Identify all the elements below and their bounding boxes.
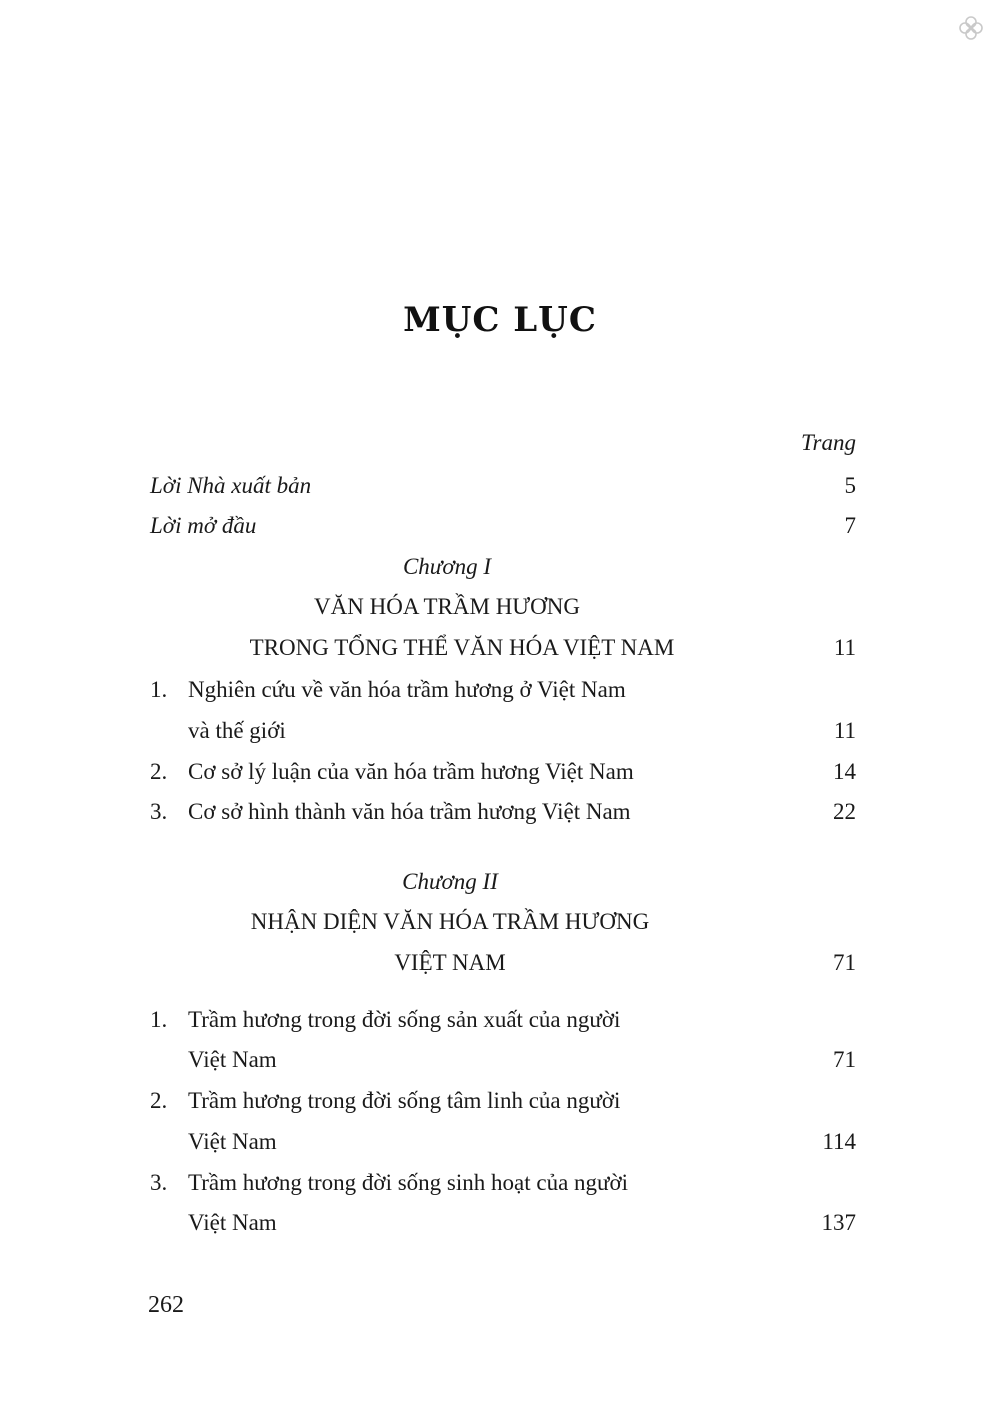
chapter1-item-1-line1[interactable]: Nghiên cứu về văn hóa trầm hương ở Việt Nam [188, 677, 626, 702]
page-title: MỤC LỤC [403, 300, 597, 340]
chapter2-item-number: 3. [150, 1170, 168, 1195]
chapter1-title-line2[interactable]: TRONG TỔNG THỂ VĂN HÓA VIỆT NAM [249, 635, 675, 660]
chapter2-title-line2[interactable]: VIỆT NAM [394, 950, 506, 975]
chapter2-item-2-line1[interactable]: Trầm hương trong đời sống tâm linh của người [188, 1088, 621, 1113]
chapter1-item-3-page: 22 [833, 799, 856, 824]
chapter2-item-number: 2. [150, 1088, 168, 1113]
chapter1-item-2-page: 14 [833, 759, 856, 784]
chapter2-item-1-line2[interactable]: Việt Nam [188, 1047, 277, 1072]
chapter1-item-number: 3. [150, 799, 168, 824]
chapter2-item-3-line2[interactable]: Việt Nam [188, 1210, 277, 1235]
toc-page-preface: 7 [844, 513, 856, 538]
chapter1-item-number: 1. [150, 677, 168, 702]
chapter2-item-2-line2[interactable]: Việt Nam [188, 1129, 277, 1154]
chapter2-item-1-page: 71 [833, 1047, 856, 1072]
toc-page-publisher-note: 5 [844, 473, 856, 498]
toc-entry-preface[interactable]: Lời mở đầu [150, 513, 257, 538]
chapter1-item-3[interactable]: Cơ sở hình thành văn hóa trầm hương Việt Nam [188, 799, 631, 824]
chapter1-item-1-line2[interactable]: và thế giới [188, 718, 286, 743]
chapter1-title-line1[interactable]: VĂN HÓA TRẦM HƯƠNG [314, 594, 580, 619]
chapter2-label: Chương II [402, 869, 498, 894]
chapter2-title-line1[interactable]: NHẬN DIỆN VĂN HÓA TRẦM HƯƠNG [250, 909, 650, 934]
page-number: 262 [148, 1292, 184, 1318]
chapter1-item-2[interactable]: Cơ sở lý luận của văn hóa trầm hương Việt Nam [188, 759, 634, 784]
flower-ornament-icon [957, 14, 985, 42]
chapter2-item-3-page: 137 [821, 1210, 856, 1235]
chapter2-page: 71 [833, 950, 856, 975]
toc-entry-publisher-note[interactable]: Lời Nhà xuất bản [150, 473, 312, 498]
chapter2-item-1-line1[interactable]: Trầm hương trong đời sống sản xuất của người [188, 1007, 621, 1032]
chapter1-label: Chương I [402, 554, 492, 579]
chapter1-item-1-page: 11 [833, 718, 856, 743]
chapter2-item-3-line1[interactable]: Trầm hương trong đời sống sinh hoạt của người [188, 1170, 629, 1195]
chapter2-item-2-page: 114 [822, 1129, 856, 1154]
page-column-header: Trang [801, 430, 856, 455]
chapter1-page: 11 [833, 635, 856, 660]
chapter1-item-number: 2. [150, 759, 168, 784]
chapter2-item-number: 1. [150, 1007, 168, 1032]
